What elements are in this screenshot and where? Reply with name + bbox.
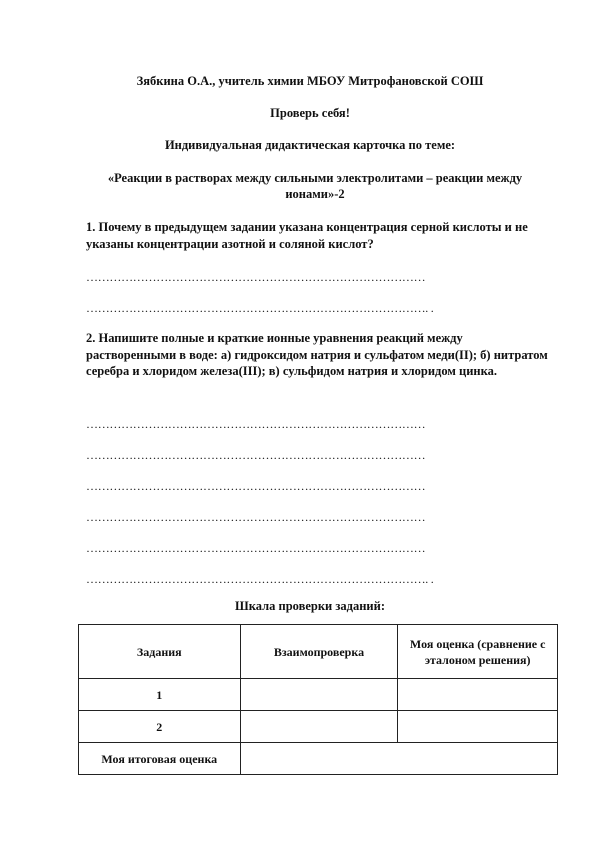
- author-line: Зябкина О.А., учитель химии МБОУ Митрофановской СОШ: [136, 74, 484, 88]
- final-score-cell: [240, 743, 557, 775]
- header-tasks: Задания: [79, 625, 241, 679]
- header-my-score: Моя оценка (сравнение с эталоном решения): [398, 625, 558, 679]
- my-score-cell: [398, 679, 558, 711]
- my-score-cell: [398, 711, 558, 743]
- check-title: Проверь себя!: [270, 106, 350, 120]
- table-row: [79, 711, 558, 743]
- task-2-number: 2.: [86, 331, 96, 345]
- task-1-answer-line: ……………………………………………………………………………: [86, 271, 426, 283]
- task-2-answer-line: ……………………………………………………………………………: [86, 418, 426, 430]
- table-row: [79, 679, 558, 711]
- scale-title: Шкала проверки заданий:: [235, 599, 385, 613]
- task-2-answer-line: ……………………………………………………………………………: [86, 449, 426, 461]
- task-1-number: 1.: [86, 220, 96, 234]
- task-1-text: Почему в предыдущем задании указана концентрация серной кислоты и не указаны концентрации азотной и соляной кислот?: [86, 220, 528, 251]
- final-score-label: Моя итоговая оценка: [79, 743, 241, 775]
- task-cell: 2: [79, 711, 241, 743]
- peer-check-cell: [240, 679, 398, 711]
- scale-header-row: [79, 625, 558, 679]
- scale-table: [78, 624, 558, 775]
- task-2-answer-line: ……………………………………………………………………………: [86, 480, 426, 492]
- task-2-answer-line: ……………………………………………………………………………: [86, 542, 426, 554]
- task-1: [86, 219, 556, 252]
- topic-title: «Реакции в растворах между сильными электролитами – реакции между ионами»-2: [107, 171, 523, 201]
- task-1-answer-line: ……………………………………………………………………………. .: [86, 302, 434, 314]
- final-score-row: [79, 743, 558, 775]
- task-2-answer-line: ……………………………………………………………………………: [86, 511, 426, 523]
- card-title: Индивидуальная дидактическая карточка по теме:: [164, 138, 456, 152]
- task-2-text: Напишите полные и краткие ионные уравнения реакций между растворенными в воде: а) гидроксидом натрия и сульфатом меди(II); б) нитратом серебра и хлоридом железа(III); в) сульфидом натрия и хлоридом цинка.: [86, 331, 548, 378]
- task-2: [86, 330, 556, 380]
- task-2-answer-line: ……………………………………………………………………………. .: [86, 573, 434, 585]
- task-cell: 1: [79, 679, 241, 711]
- peer-check-cell: [240, 711, 398, 743]
- header-peer-check: Взаимопроверка: [240, 625, 398, 679]
